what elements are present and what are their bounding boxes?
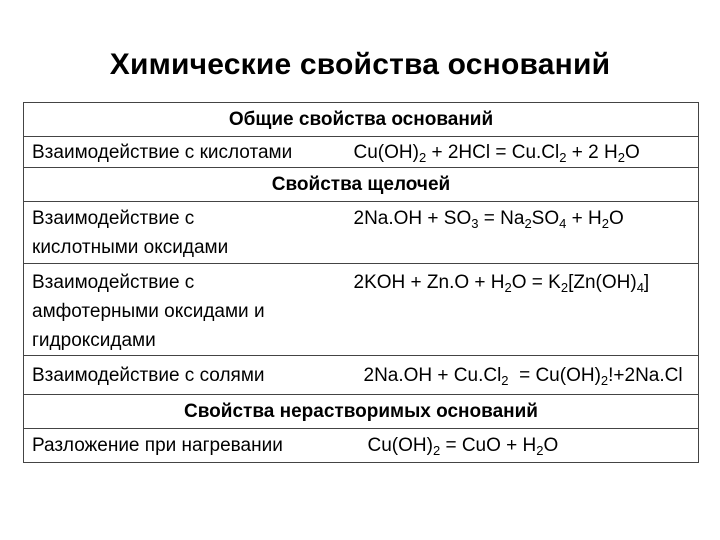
reaction-equation: $Cu(OH)_2 + 2HCl = Cu.Cl_2 + 2$ $H_2O$ xyxy=(354,137,699,168)
reaction-equation: $Cu(OH)_2$ = CuO + $H_2O$ xyxy=(354,429,699,463)
table-row xyxy=(24,429,699,463)
property-label: Разложение при нагревании xyxy=(24,429,354,463)
section-header-row xyxy=(24,103,699,137)
section-header-general: Общие свойства оснований xyxy=(24,103,699,137)
reaction-equation: $2Na.OH + Cu.Cl_2 = Cu(OH)_2!+2Na.Cl$ xyxy=(354,356,699,395)
reaction-equation: $2Na.OH + SO_3 = Na_2SO_4 + H_2O$ xyxy=(354,202,699,264)
section-header-row xyxy=(24,395,699,429)
properties-table xyxy=(23,102,699,463)
section-header-alkali: Свойства щелочей xyxy=(24,168,699,202)
table-row xyxy=(24,264,699,356)
table-row xyxy=(24,356,699,395)
section-header-row xyxy=(24,168,699,202)
property-label: Взаимодействие с амфотерными оксидами и гидроксидами xyxy=(24,264,354,356)
table-row xyxy=(24,202,699,264)
table-row xyxy=(24,137,699,168)
property-label: Взаимодействие с кислотами xyxy=(24,137,354,168)
slide-title: Химические свойства оснований xyxy=(109,48,611,81)
section-header-insoluble: Свойства нерастворимых оснований xyxy=(24,395,699,429)
property-label: Взаимодействие с солями xyxy=(24,356,354,395)
property-label: Взаимодействие с кислотными оксидами xyxy=(24,202,354,264)
reaction-equation: $2KOH + Zn.O + H_2O = K_2[Zn(OH)_4]$ xyxy=(354,264,699,356)
